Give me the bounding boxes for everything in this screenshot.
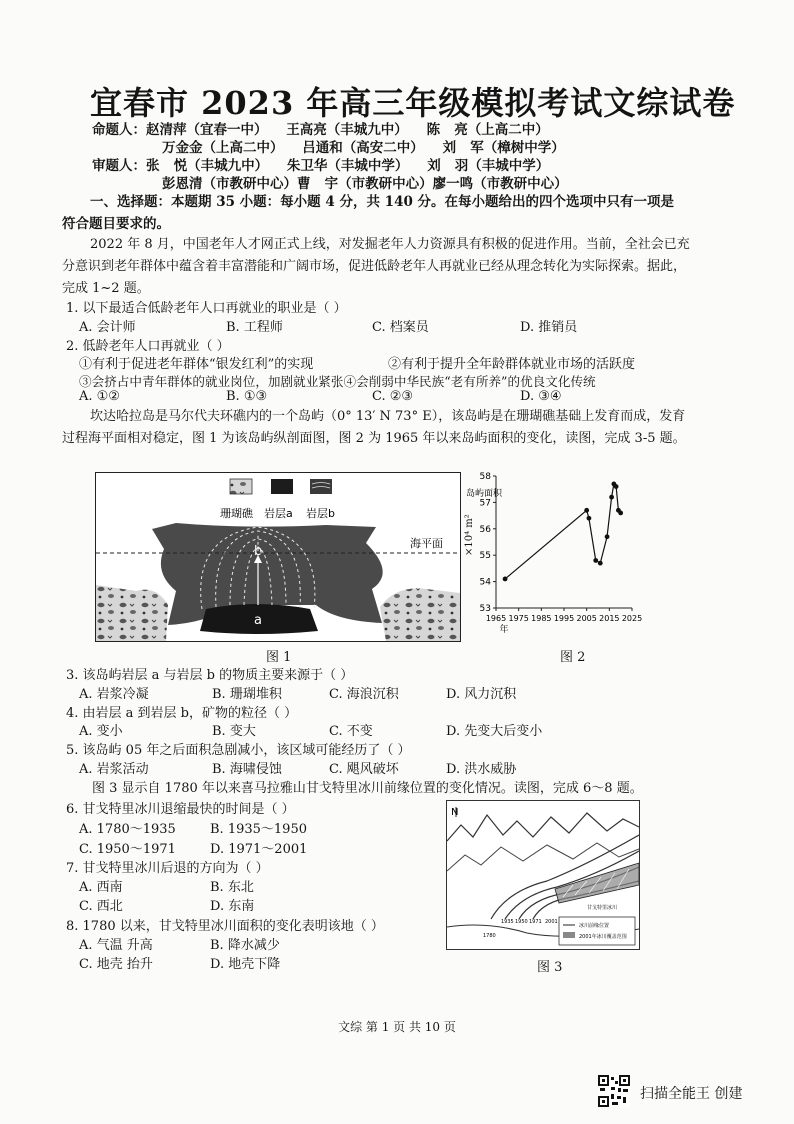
author-line-2: 万金金（上高二中） 吕通和（高安二中） 刘 军（樟树中学）	[162, 140, 565, 156]
data-point	[503, 577, 508, 582]
y-tick-label: 53	[479, 604, 491, 614]
q8-option-d: D. 地壳下降	[210, 957, 281, 972]
figure-2-chart	[460, 468, 660, 640]
scanner-watermark: 扫描全能王 创建	[640, 1086, 743, 1102]
q3-option-b: B. 珊瑚堆积	[212, 687, 282, 702]
data-point	[593, 558, 598, 563]
y-tick-label: 54	[479, 577, 491, 588]
q2-statement-2: ②有利于提升全年龄群体就业市场的活跃度	[388, 357, 636, 372]
y-tick-label: 58	[479, 472, 491, 482]
q6-option-d: D. 1971～2001	[210, 842, 308, 857]
q2-stem: 2. 低龄老年人口再就业（ ）	[66, 339, 230, 354]
x-tick-label: 2015	[599, 614, 620, 623]
fig3-legend-front: 冰川前缘位置	[579, 923, 610, 929]
q8-option-b: B. 降水减少	[210, 938, 280, 953]
label-b: b	[254, 544, 263, 559]
fig3-legend-box	[559, 917, 635, 945]
author-line-1: 命题人：赵清萍（宜春一中） 王高亮（丰城九中） 陈 亮（上高二中）	[92, 122, 549, 138]
q4-option-a: A. 变小	[79, 724, 123, 739]
q6-option-a: A. 1780～1935	[79, 822, 176, 837]
figure-1-island-profile	[95, 472, 461, 642]
q2-statement-1: ①有利于促进老年群体“银发红利”的实现	[79, 357, 314, 372]
fig2-y-unit: ×10⁴ m²	[464, 514, 475, 556]
q2-option-a: A. ①②	[79, 389, 120, 404]
x-tick-label: 1975	[508, 614, 529, 623]
mountain-ridgeline	[447, 813, 639, 841]
x-tick-label: 1965	[485, 614, 507, 623]
q8-option-a: A. 气温 升高	[79, 938, 153, 953]
q2-option-d: D. ③④	[520, 389, 562, 404]
data-point	[587, 516, 592, 521]
chart-title: 岛屿面积	[466, 489, 503, 499]
fig3-legend-area: 2001年冰川覆盖范围	[579, 934, 627, 940]
glacier-name: 甘戈特里冰川	[587, 905, 618, 911]
legend-coral-reef	[230, 479, 252, 494]
q4-option-d: D. 先变大后变小	[446, 724, 543, 739]
qr-code-icon	[598, 1075, 630, 1107]
y-tick-label: 55	[479, 551, 491, 562]
figure-3-glacier-map	[446, 800, 640, 950]
q7-option-c: C. 西北	[79, 899, 123, 914]
x-axis-label: 年	[499, 625, 509, 635]
reviewer-line-2: 彭恩清（市教研中心）曹 宇（市教研中心）廖一鸣（市教研中心）	[162, 176, 568, 192]
data-point	[609, 495, 614, 500]
figure-1-caption: 图 1	[266, 650, 292, 665]
q4-option-b: B. 变大	[212, 724, 256, 739]
q6-stem: 6. 甘戈特里冰川退缩最快的时间是（ ）	[66, 802, 295, 817]
legend-label-a: 岩层a	[264, 507, 293, 520]
q7-stem: 7. 甘戈特里冰川后退的方向为（ ）	[66, 861, 269, 876]
reviewer-line-1: 审题人：张 悦（丰城九中） 朱卫华（丰城中学） 刘 羽（丰城中学）	[92, 158, 550, 174]
data-point	[618, 511, 623, 516]
q4-option-c: C. 不变	[329, 724, 373, 739]
q6-option-b: B. 1935～1950	[210, 822, 307, 837]
north-arrow: N	[451, 807, 459, 818]
q5-option-d: D. 洪水威胁	[446, 762, 517, 777]
y-tick-label: 57	[479, 498, 491, 509]
q5-option-b: B. 海啸侵蚀	[212, 762, 282, 777]
data-point	[605, 534, 610, 539]
q4-stem: 4. 由岩层 a 到岩层 b，矿物的粒径（ ）	[66, 706, 298, 721]
q8-option-c: C. 地壳 抬升	[79, 957, 153, 972]
data-point	[614, 484, 619, 489]
q3-option-a: A. 岩浆冷凝	[79, 687, 149, 702]
data-point	[598, 561, 603, 566]
label-a: a	[254, 613, 262, 628]
q8-stem: 8. 1780 以来，甘戈特里冰川面积的变化表明该地（ ）	[66, 919, 384, 934]
sea-level-label: 海平面	[410, 537, 443, 550]
q6-option-c: C. 1950～1971	[79, 842, 176, 857]
data-point	[584, 508, 589, 513]
page-footer: 文综 第 1 页 共 10 页	[338, 1020, 456, 1034]
q7-option-a: A. 西南	[79, 880, 123, 895]
year-label-1950: 1950	[515, 919, 528, 925]
q2-statement-3: ③会挤占中青年群体的就业岗位，加剧就业紧张④会削弱中华民族“老有所养”的优良文化传统	[79, 374, 596, 389]
legend-rock-a-swatch	[271, 479, 293, 494]
passage-1: 2022 年 8 月，中国老年人才网正式上线，对发掘老年人力资源具有积极的促进作用。当前，全社会已充分意识到老年群体中蕴含着丰富潜能和广阔市场，促进低龄老年人再就业已经从理念转化为实际探索。据此，完成 1~2 题。	[62, 237, 690, 296]
q1-option-c: C. 档案员	[372, 320, 429, 335]
legend-label-coral: 珊瑚礁	[220, 507, 253, 520]
figure-3-caption: 图 3	[537, 960, 563, 975]
q3-stem: 3. 该岛屿岩层 a 与岩层 b 的物质主要来源于（ ）	[66, 668, 354, 683]
q5-stem: 5. 该岛屿 05 年之后面积急剧减小，该区域可能经历了（ ）	[66, 743, 411, 758]
q3-option-c: C. 海浪沉积	[329, 687, 399, 702]
q1-option-b: B. 工程师	[226, 320, 283, 335]
q2-option-b: B. ①③	[226, 389, 268, 404]
year-label-1935: 1935	[501, 919, 514, 925]
passage-2: 坎达哈拉岛是马尔代夫环礁内的一个岛屿（0° 13′ N 73° E），该岛屿是在珊瑚礁基础上发育而成，发育过程海平面相对稳定，图 1 为该岛屿纵剖面图，图 2 为 1965 年以来岛屿面积的变化，读图，完成 3-5 题。	[62, 409, 686, 446]
q1-stem: 1. 以下最适合低龄老年人口再就业的职业是（ ）	[66, 301, 347, 316]
x-tick-label: 1995	[553, 614, 575, 623]
q1-option-d: D. 推销员	[520, 320, 578, 335]
section-heading: 一、选择题：本题期 35 小题：每小题 4 分，共 140 分。在每小题给出的四个选项中只有一项是 符合题目要求的。	[62, 194, 675, 232]
q2-option-c: C. ②③	[372, 389, 414, 404]
q5-option-c: C. 飓风破坏	[329, 762, 399, 777]
year-label-1780: 1780	[483, 933, 496, 939]
year-label-1971: 1971	[529, 919, 542, 925]
year-label-2001: 2001	[545, 919, 558, 925]
q7-option-b: B. 东北	[210, 880, 254, 895]
figure-2-caption: 图 2	[560, 650, 586, 665]
x-tick-label: 2005	[576, 614, 597, 623]
q5-option-a: A. 岩浆活动	[79, 762, 149, 777]
q3-option-d: D. 风力沉积	[446, 687, 517, 702]
q7-option-d: D. 东南	[210, 899, 255, 914]
passage-3: 图 3 显示自 1780 年以来喜马拉雅山甘戈特里冰川前缘位置的变化情况。读图，完成 6～8 题。	[92, 781, 643, 796]
page-title: 宜春市 2023 年高三年级模拟考试文综试卷	[90, 84, 736, 122]
x-tick-label: 1985	[531, 614, 552, 623]
series-line	[505, 484, 621, 579]
legend-label-b: 岩层b	[306, 507, 335, 520]
q1-option-a: A. 会计师	[79, 320, 136, 335]
x-tick-label: 2025	[621, 614, 643, 623]
y-tick-label: 56	[479, 524, 491, 535]
